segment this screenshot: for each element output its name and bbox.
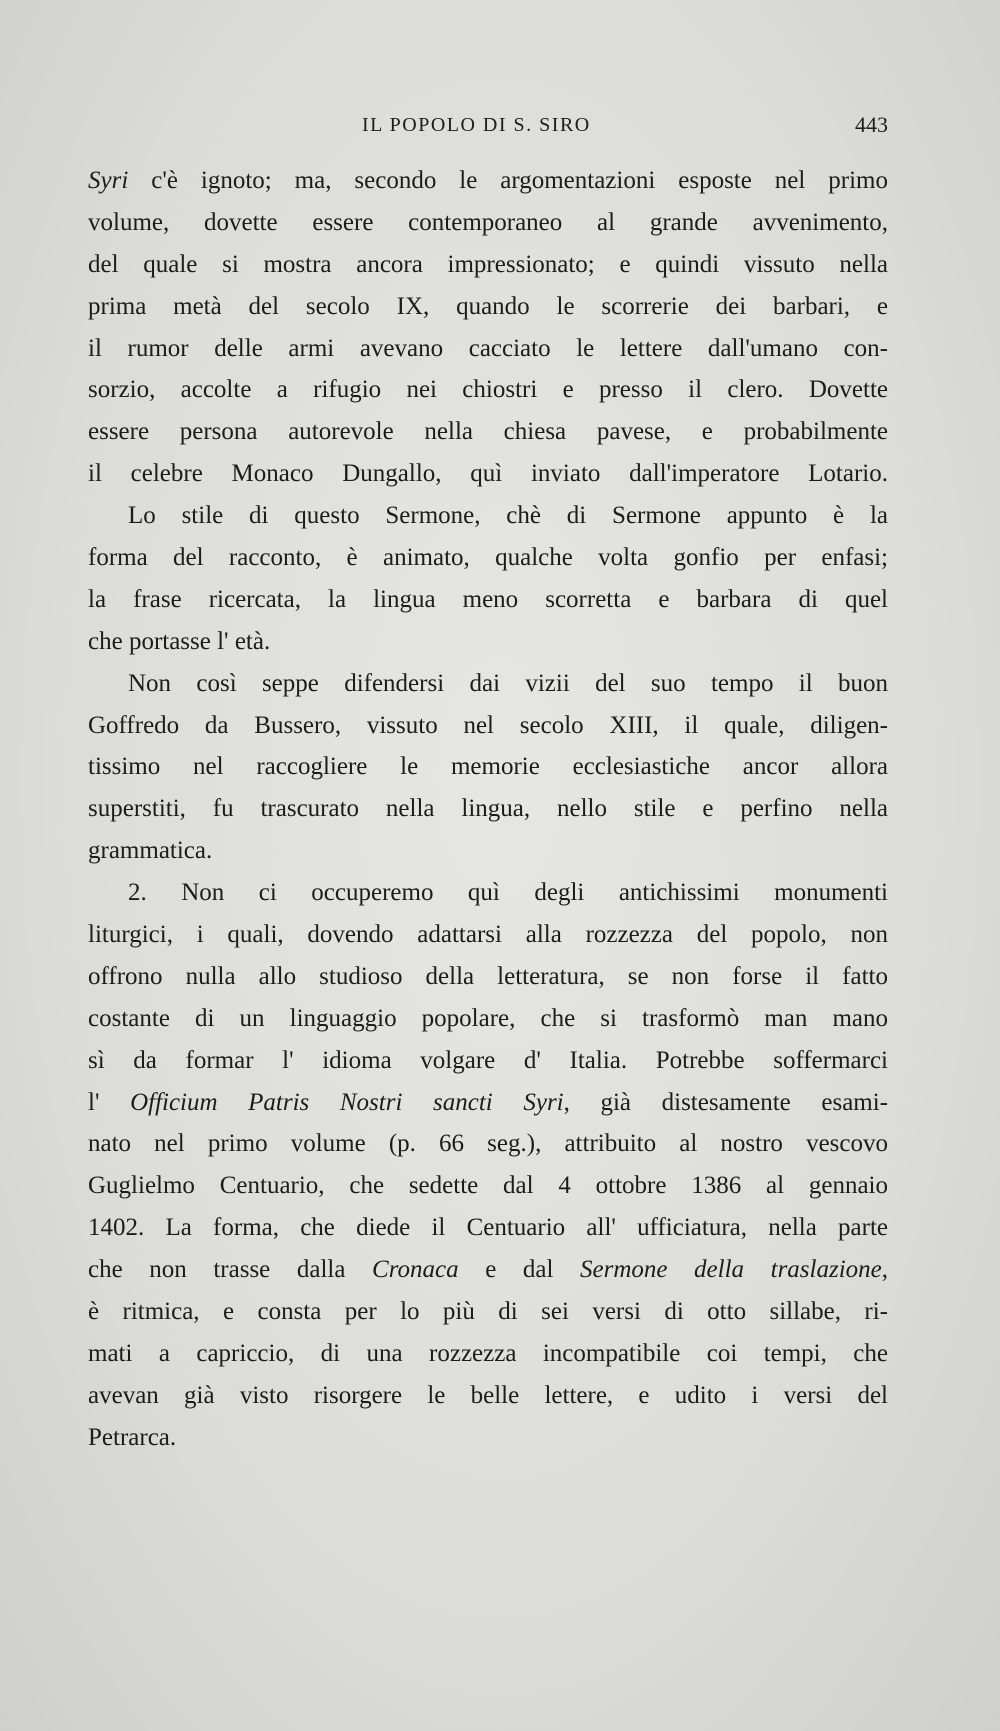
text-fragment: , già distesamente esami- [563,1088,889,1116]
text-fragment: c'è ignoto; ma, secondo le argomentazioni esposte nel primo [128,167,888,194]
text-line: tissimo nel raccogliere le memorie ecclesiastiche ancor allora [88,753,888,781]
text-line: offrono nulla allo studioso della letteratura, se non forse il fatto [88,962,888,990]
paragraph [88,663,888,872]
text-line [88,1249,888,1291]
text-line: costante di un linguaggio popolare, che si trasformò man mano [88,1004,888,1032]
text-line: nato nel primo volume (p. 66 seg.), attribuito al nostro vescovo [88,1130,888,1158]
text-line: prima metà del secolo IX, quando le scorrerie dei barbari, e [88,292,888,320]
text-line: Goffredo da Bussero, vissuto nel secolo XIII, il quale, diligen- [88,711,888,739]
text-line: volume, dovette essere contemporaneo al grande avvenimento, [88,208,888,236]
text-line: forma del racconto, è animato, qualche volta gonfio per enfasi; [88,544,888,572]
text-line: avevan già visto risorgere le belle lettere, e udito i versi del [88,1381,888,1409]
text-line: 2. Non ci occuperemo quì degli antichissimi monumenti [128,879,888,907]
text-fragment: l' [88,1088,131,1116]
body-text [88,160,888,1459]
text-line: sì da formar l' idioma volgare d' Italia. Potrebbe soffermarci [88,1046,888,1074]
text-line: che portasse l' età. [88,627,271,655]
text-line: Guglielmo Centuario, che sedette dal 4 ottobre 1386 al gennaio [88,1172,888,1200]
paragraph [88,160,888,495]
text-line [88,1082,888,1124]
running-title: IL POPOLO DI S. SIRO [362,114,591,136]
page-number: 443 [855,112,888,137]
text-line: sorzio, accolte a rifugio nei chiostri e presso il clero. Dovette [88,376,888,404]
text-line [88,160,888,202]
text-line: il celebre Monaco Dungallo, quì inviato dall'imperatore Lotario. [88,460,888,488]
text-fragment-italic: Officium Patris Nostri sancti Syri [130,1088,564,1116]
paragraph [88,495,888,663]
text-line: mati a capriccio, di una rozzezza incompatibile coi tempi, che [88,1339,888,1367]
text-line: Non così seppe difendersi dai vizii del suo tempo il buon [128,669,888,697]
text-line: grammatica. [88,837,213,865]
text-fragment: che non trasse dalla [88,1256,373,1284]
text-fragment: , [881,1256,888,1284]
text-line: Lo stile di questo Sermone, chè di Sermone appunto è la [128,502,888,530]
text-line: la frase ricercata, la lingua meno scorretta e barbara di quel [88,585,888,613]
text-fragment-italic: Sermone della traslazione [580,1256,882,1284]
text-line: del quale si mostra ancora impressionato; e quindi vissuto nella [88,250,888,278]
text-fragment-italic: Cronaca [372,1256,459,1284]
text-line: liturgici, i quali, dovendo adattarsi alla rozzezza del popolo, non [88,921,888,949]
text-line: Petrarca. [88,1423,177,1451]
text-fragment-italic: Syri [88,167,129,194]
page-header [88,112,888,142]
paragraph [88,872,888,1458]
text-line: il rumor delle armi avevano cacciato le lettere dall'umano con- [88,334,888,362]
text-line: essere persona autorevole nella chiesa pavese, e probabilmente [88,418,888,446]
text-fragment: e dal [458,1256,580,1284]
text-line: 1402. La forma, che diede il Centuario all' ufficiatura, nella parte [88,1214,888,1242]
text-line: è ritmica, e consta per lo più di sei versi di otto sillabe, ri- [88,1298,888,1326]
text-line: superstiti, fu trascurato nella lingua, nello stile e perfino nella [88,795,888,823]
